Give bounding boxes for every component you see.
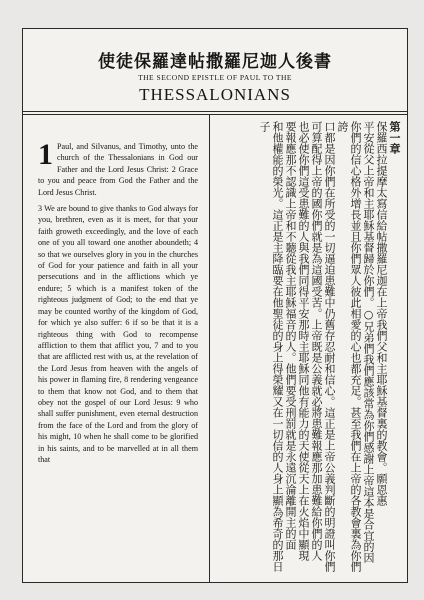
chinese-line: 也必使你們這受患難的人與我們同得平安那時主耶穌同他有能力的天使從天上在火焰中顯現 (297, 121, 310, 561)
chinese-line: 口都是因你們在所受的一切逼迫患難中仍舊存忍耐和信心。這正是上帝公義判斷的明證叫你們 (323, 121, 336, 572)
english-text-column (38, 138, 198, 470)
chapter-number-dropcap: 1 (38, 138, 53, 171)
chinese-line: 平安從父上帝和主耶穌基督歸於你們。○兄弟們我們應該常為你們感謝上帝這本是合宜的因 (362, 121, 375, 563)
header-rule-top (23, 111, 407, 112)
chinese-line: 你們的信心格外增長並且你們眾人彼此相愛的心也都充足。甚至我們在上帝的各教會裏為你們誇 (336, 121, 362, 572)
chinese-line: 和他權能的榮光。這正是主降臨要在他聖徒的身上得榮耀又在一切信的人身上顯為希奇的那日子 (258, 121, 284, 572)
chinese-line: 可算配得上帝的國你們就是為這國受苦。上帝既是公義就必將患難報應那加患難給你們的人 (310, 121, 323, 561)
english-subtitle: THE SECOND EPISTLE OF PAUL TO THE (138, 73, 292, 82)
chinese-line: 保羅西拉提摩太寫信給帖撒羅尼迦在上帝我們父和主耶穌基督裏的教會。願恩惠 (375, 121, 388, 506)
chinese-title: 使徒保羅達帖撒羅尼迦人後書 (98, 52, 332, 72)
chinese-text-column (210, 115, 404, 582)
english-title: THESSALONIANS (139, 85, 291, 104)
english-paragraph-1: Paul, and Silvanus, and Timothy, unto the church of the Thessalonians in God our Father and the Lord Jesus Christ: 2 Grace to you and peace from God the Father and the Lord Jesus Christ. (38, 142, 198, 197)
english-paragraph-2: 3 We are bound to give thanks to God always for you, brethren, even as it is meet, for that your faith groweth exceedingly, and the love of each one of you all toward one another aboundeth; 4 so that we ourselves glory in you in the churches of God for your patience and faith in all your persecutions and in the afflictions which ye endure; 5 which is a manifest token of the righteous judgment of God; to the end that ye may be counted worthy of the kingdom of God, for which ye also suffer: 6 if so be that it is a righteous thing with God to recompense affliction to them that afflict you, 7 and to you that are afflicted rest with us, at the revelation of the Lord Jesus from heaven with the angels of his power in flaming fire, 8 rendering vengeance to them that know not God, and to them that obey not the gospel of our Lord Jesus: 9 who shall suffer punishment, even eternal destruction from the face of the Lord and from the glory of his might, 10 when he shall come to be glorified in his saints, and to be marvelled at in all them that (38, 204, 198, 464)
bible-page (22, 28, 408, 583)
chinese-line: 要報應那不認識上帝和不聽從我主耶穌福音的人。他們要受刑罰就是永遠沉淪離開主的面 (284, 121, 297, 550)
chinese-chapter-label: 第一章 (388, 121, 401, 154)
